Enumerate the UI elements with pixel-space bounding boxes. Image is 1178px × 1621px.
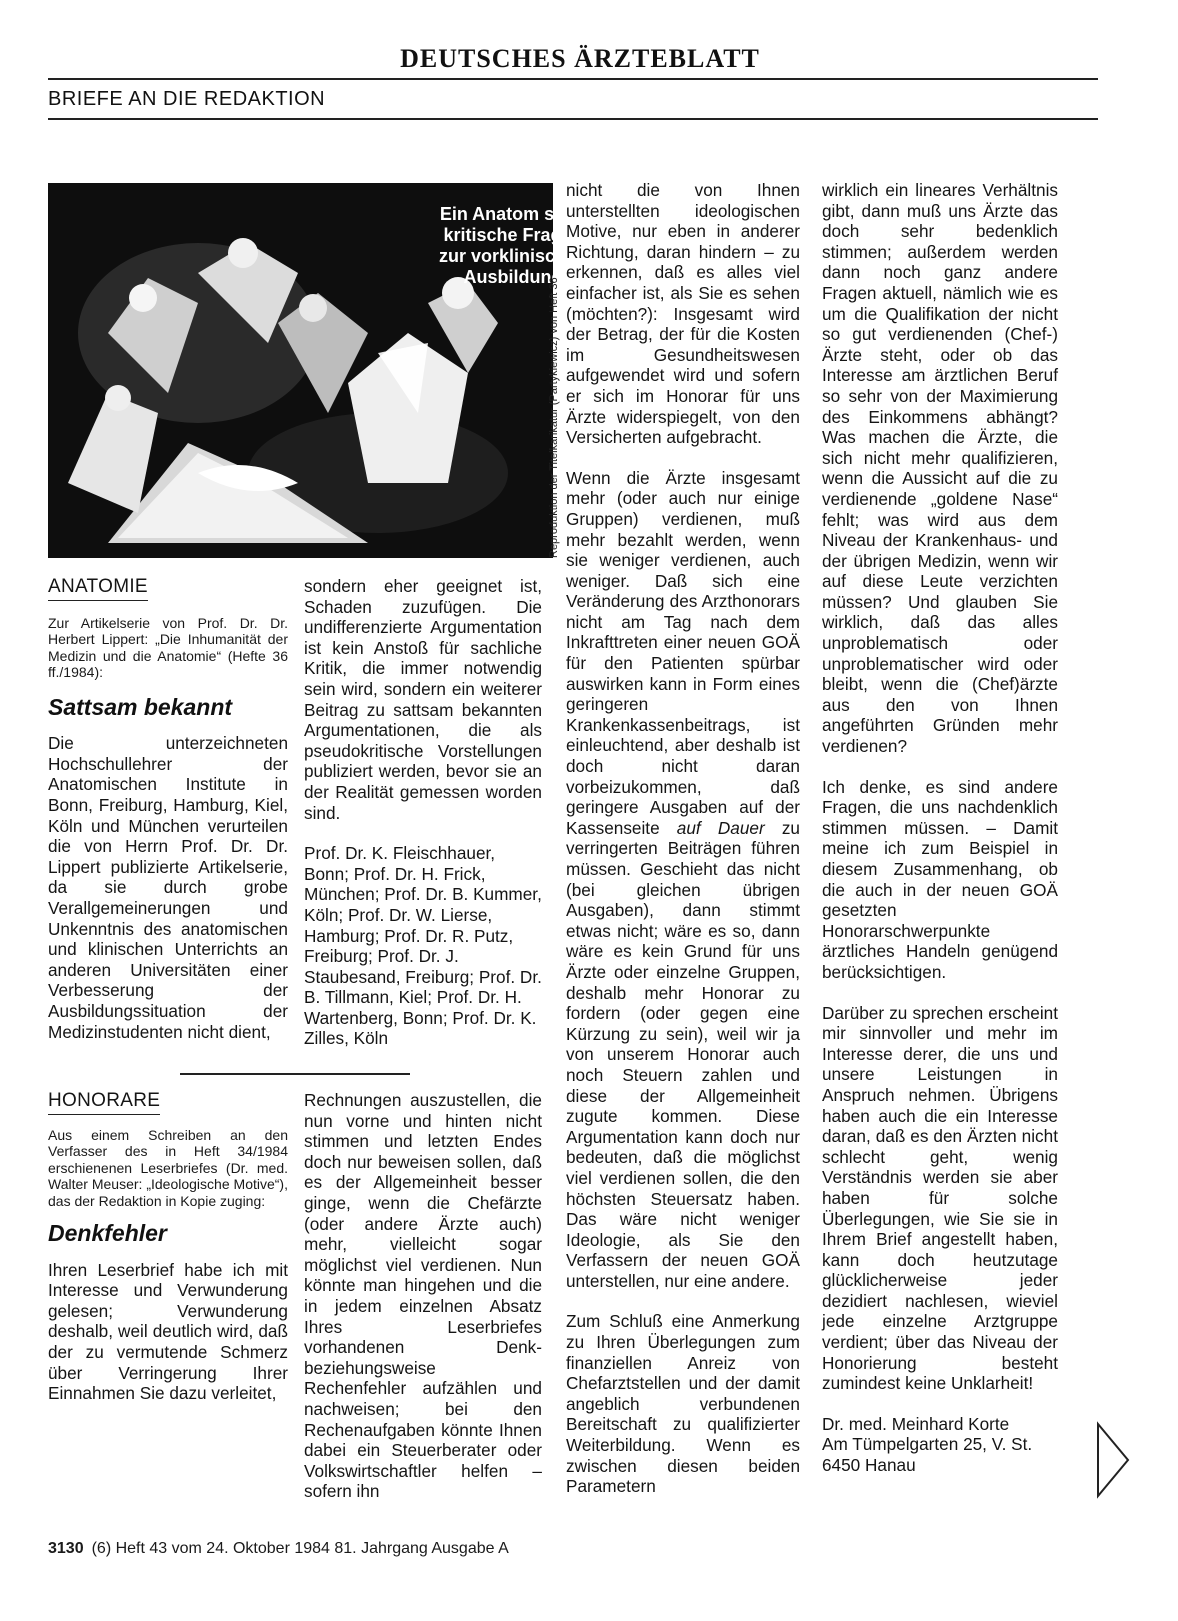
honorare-kicker: HONORARE xyxy=(48,1091,160,1115)
honorare-col4-para-3: Darüber zu sprechen erscheint mir sinnvoller und mehr im Interesse derer, die uns und unsere Leistungen in Anspruch nehmen. Übrigens haben auch die ein Interesse daran, daß es den Ärzten nicht schlecht geht, wenig Verständnis werden sie aber haben für solche Überlegungen, wie Sie sie in Ihrem Brief angestellt haben, kann doch heutzutage glücklicherweise jeder dezidiert nachlesen, wieviel jede einzelne Arztgruppe verdient; über das Niveau der Honorierung besteht zumindest keine Unklarheit! xyxy=(822,1002,1058,1394)
honorare-col3-para-3: Zum Schluß eine Anmerkung zu Ihren Überlegungen zum finanziellen Anreiz von Chefarztstellen und der damit angeblich verbundenen Bereitschaft zu qualifizierter Weiterbildung. Wenn es zwischen diesen beiden Parametern xyxy=(566,1311,800,1497)
honorare-column-1 xyxy=(48,1090,288,1404)
honorare-intro: Aus einem Schreiben an den Verfasser des in Heft 34/1984 erschienenen Leserbriefes (Dr. med. Walter Meuser: „Ideologische Motive“), das der Redaktion in Kopie zuging: xyxy=(48,1126,288,1209)
issue-info: (6) Heft 43 vom 24. Oktober 1984 81. Jahrgang Ausgabe A xyxy=(91,1540,509,1557)
honorare-col4-para-1: wirklich ein lineares Verhältnis gibt, dann muß uns Ärzte das doch sehr bedenklich stimmen; außerdem werden dann noch ganz andere Fragen aktuell, nämlich wie es um die Qualifikation der nicht so gut verdienenden (Chef-) Ärzte steht, oder ob das Interesse am ärztlichen Beruf so sehr von der Maximierung des Einkommens abhängt? Was machen die Ärzte, die sich nicht mehr qualifizieren, wenn die Aussicht auf die zu verdienende „goldene Nase“ fehlt; was wird aus dem Niveau der Krankenhaus- und der übrigen Medizin, wenn wir auf diese Leute verzichten müssen? Und glauben Sie wirklich, daß das alles unproblematisch oder unproblematischer wird oder bleibt, wenn die (Chef)ärzte aus den von Ihnen angeführten Gründen mehr verdienen? xyxy=(822,180,1058,757)
honorare-headline: Denkfehler xyxy=(48,1220,167,1247)
honorare-column-3 xyxy=(566,180,800,1497)
header-rule-bottom xyxy=(48,118,1098,120)
page-number: 3130 xyxy=(48,1540,84,1557)
col3-para-2-text-a: Wenn die Ärzte insgesamt mehr (oder auch nur einige Gruppen) verdienen, muß mehr bezahlt werden, wenn sie weniger verdienen, auch weniger. Daß sich eine Veränderung des Arzthonorars nicht am Tag nach dem Inkrafttreten einer neuen GOÄ für den Patienten spürbar auswirken kann in Form eines geringeren Krankenkassenbeitrags, ist einleuchtend, aber deshalb ist doch nicht daran vorbeizukommen, daß geringere Ausgaben auf der Kassenseite xyxy=(566,467,800,838)
honorare-col4-para-2: Ich denke, es sind andere Fragen, die uns nachdenklich stimmen müssen. – Damit meine ich zum Beispiel in diesem Zusammenhang, ob die auch in der neuen GOÄ gesetzten Honorarschwerpunkte ärztliches Handeln genügend berücksichtigen. xyxy=(822,776,1058,982)
masthead: DEUTSCHES ÄRZTEBLATT xyxy=(400,44,760,73)
anatomie-headline: Sattsam bekannt xyxy=(48,693,233,720)
figure-title: Ein Anatom stellt kritische Fragen zur vorklinischen Ausbildung xyxy=(438,204,588,287)
anatomie-body-1: Die unterzeichneten Hochschullehrer der Anatomischen Institute in Bonn, Freiburg, Hamburg, Kiel, Köln und München verurteilen die von Herrn Prof. Dr. Dr. Lippert publizierte Artikelserie, da sie durch grobe Verallgemeinerungen und Unkenntnis des anatomischen und klinischen Unterrichts an anderen Universitäten einer Verbesserung der Ausbildungssituation der Medizinstudenten nicht dient, xyxy=(48,733,288,1042)
section-title: BRIEFE AN DIE REDAKTION xyxy=(48,88,326,110)
honorare-body-1: Ihren Leserbrief habe ich mit Interesse und Verwunderung gelesen; Verwunderung deshalb, weil deutlich wird, daß der zu vermutende Schmerz über Verringerung Ihrer Einnahmen Sie dazu verleitet, xyxy=(48,1259,288,1404)
honorare-body-2: Rechnungen auszustellen, die nun vorne und hinten nicht stimmen und letzten Endes doch nur beweisen sollen, daß es der Allgemeinheit besser ginge, wenn die Chefärzte (oder andere Ärzte auch) mehr, vielleicht sogar möglichst viel verdienen. Nun könnte man hingehen und die in jedem einzelnen Absatz Ihres Leserbriefes vorhandenen Denk- beziehungsweise Rechenfehler aufzählen und nachweisen; bei den Rechenaufgaben könnte Ihnen dabei ein Steuerberater oder Volkswirtschaftler helfen – sofern ihn xyxy=(304,1090,542,1502)
anatomie-column-1 xyxy=(48,576,288,1042)
header-rule-top xyxy=(48,78,1098,80)
anatomie-column-2 xyxy=(304,576,542,1049)
anatomie-intro: Zur Artikelserie von Prof. Dr. Dr. Herbert Lippert: „Die Inhumanität der Medizin und die Anatomie“ (Hefte 36 ff./1984): xyxy=(48,614,288,681)
figure-credit: Reproduktion der Titelkarikatur (Partykiewicz) von Heft 36 xyxy=(548,277,560,558)
honorare-signature: Dr. med. Meinhard Korte Am Tümpelgarten 25, V. St. 6450 Hanau xyxy=(822,1413,1033,1476)
anatomie-signatories: Prof. Dr. K. Fleischhauer, Bonn; Prof. Dr. H. Frick, München; Prof. Dr. B. Kummer, Köln; Prof. Dr. W. Lierse, Hamburg; Prof. Dr. R. Putz, Freiburg; Prof. Dr. J. Staubesand, Freiburg; Prof. Dr. B. Tillmann, Kiel; Prof. Dr. H. Wartenberg, Bonn; Prof. Dr. K. Zilles, Köln xyxy=(304,843,542,1049)
honorare-column-4 xyxy=(822,180,1058,1476)
honorare-col3-para-1: nicht die von Ihnen unterstellten ideologischen Motive, nur eben in anderer Richtung, daran hindern – zu erkennen, daß es alles viel einfacher ist, als Sie es sehen (möchten?): Insgesamt wird der Betrag, der für die Kosten im Gesundheitswesen aufgewendet wird und sofern er sich im Honorar für uns Ärzte widerspiegelt, von den Versicherten aufgebracht. xyxy=(566,180,800,448)
continue-arrow-icon xyxy=(1096,1422,1130,1503)
col3-para-2-text-b: zu verringerten Beiträgen führen müssen. Geschieht das nicht (bei gleichen übrigen Ausgaben), dann stimmt etwas nicht; wäre es so, dann wäre es kein Grund für uns Ärzte oder einzelne Gruppen, deshalb mehr Honorar zu fordern (oder gegen eine Kürzung zu sein), weil wir ja von unserem Honorar auch noch Steuern zahlen und diese der Allgemeinheit zugute kommen. Diese Argumentation kann doch nur bedeuten, daß die möglichst viel verdienen sollen, die den höchsten Steuersatz haben. Das wäre nicht weniger Ideologie, als Sie den Verfassern der neuen GOÄ unterstellen, nur eine andere. xyxy=(566,817,800,1291)
honorare-col3-para-2 xyxy=(566,468,800,1292)
page-footer xyxy=(48,1540,509,1558)
anatomie-kicker: ANATOMIE xyxy=(48,577,148,601)
col3-para-2-emphasis: auf Dauer xyxy=(676,817,765,838)
honorare-column-2 xyxy=(304,1090,542,1502)
article-divider xyxy=(180,1073,410,1075)
anatomie-body-2: sondern eher geeignet ist, Schaden zuzufügen. Die undifferenzierte Argumentation ist kein Anstoß für sachliche Kritik, die immer notwendig sein wird, sondern ein weiterer Beitrag zu sattsam bekannten Argumentationen, die als pseudokritische Vorstellungen publiziert werden, bevor sie an der Realität gemessen worden sind. xyxy=(304,576,542,823)
